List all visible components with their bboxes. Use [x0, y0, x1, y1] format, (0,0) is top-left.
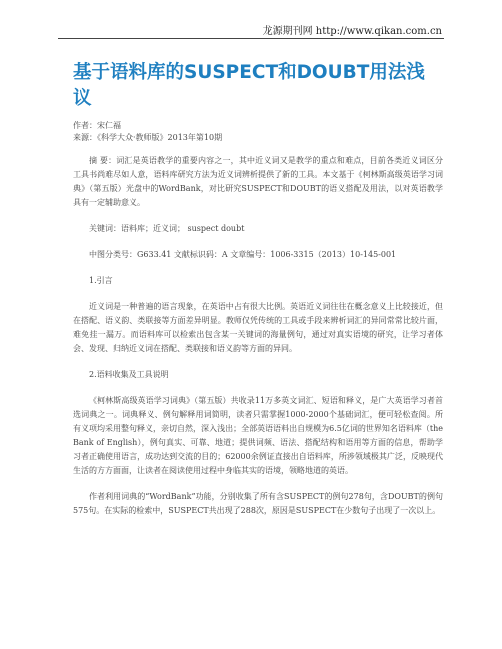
- keywords: 关键词：语料库；近义词； suspect doubt: [89, 224, 245, 233]
- section-heading-intro: 1.引言: [89, 276, 113, 285]
- article-author: 作者：宋仁福: [73, 121, 121, 130]
- article-meta: [73, 120, 443, 144]
- classification-numbers: 中图分类号：G633.41 文献标识码：A 文章编号：1006-3315（2013）10-145-001: [89, 250, 397, 259]
- section-corpus-paragraph: 《柯林斯高级英语学习词典》（第五版）共收录11万多英文词汇、短语和释义，是广大英语学习者首选词典之一。词典释义、例句解释用词简明，读者只需掌握1000-2000个基础词汇，便可轻松查阅。所有义项均采用整句释义，亲切自然，深入浅出；全部英语语料出自规模为6.5亿词的世界知名语料库（the Bank of English），例句真实、可靠、地道；提供词频、语法、搭配结构和语用等方面的信息，帮助学习者正确使用语言，成功达到交流的目的；62000余例证直接出自语料库，所涉领域极其广泛，反映现代生活的方方面面，让读者在阅读使用过程中身临其实的语境，领略地道的英语。: [73, 396, 443, 475]
- article-title: 基于语料库的SUSPECT和DOUBT用法浅议: [73, 62, 425, 109]
- page-header: [263, 22, 442, 37]
- site-header-text: 龙源期刊网 http://www.qikan.com.cn: [262, 26, 442, 37]
- section-heading-corpus: 2.语料收集及工具说明: [89, 370, 169, 379]
- header-divider: [58, 38, 444, 39]
- section-intro-paragraph: 近义词是一种普遍的语言现象，在英语中占有很大比例。英语近义词往往在概念意义上比较接近，但在搭配、语义韵、类联接等方面差异明显。教师仅凭传统的工具或手段来辨析词汇的异同常常比较片面，难免挂一漏万。而语料库可以检索出包含某一关键词的海量例句，通过对真实语境的研究，让学习者体会、发现、归纳近义词在搭配、类联接和语义韵等方面的异同。: [73, 302, 443, 353]
- section-corpus-paragraph-2: 作者利用词典的“WordBank”功能，分别收集了所有含SUSPECT的例句278句，含DOUBT的例句575句。在实际的检索中，SUSPECT共出现了288次，原因是SUSPECT在少数句子出现了一次以上。: [73, 492, 443, 515]
- abstract: 摘 要：词汇是英语教学的重要内容之一，其中近义词又是教学的重点和难点，目前各类近义词区分工具书尚难尽如人意，语料库研究方法为近义词辨析提供了新的工具。本文基于《柯林斯高级英语学习词典》（第五版）光盘中的WordBank，对比研究SUSPECT和DOUBT的语义搭配及用法，以对英语教学具有一定辅助意义。: [73, 156, 443, 207]
- article-source: 来源：《科学大众·教师版》2013年第10期: [73, 133, 223, 142]
- article-body: [73, 46, 443, 518]
